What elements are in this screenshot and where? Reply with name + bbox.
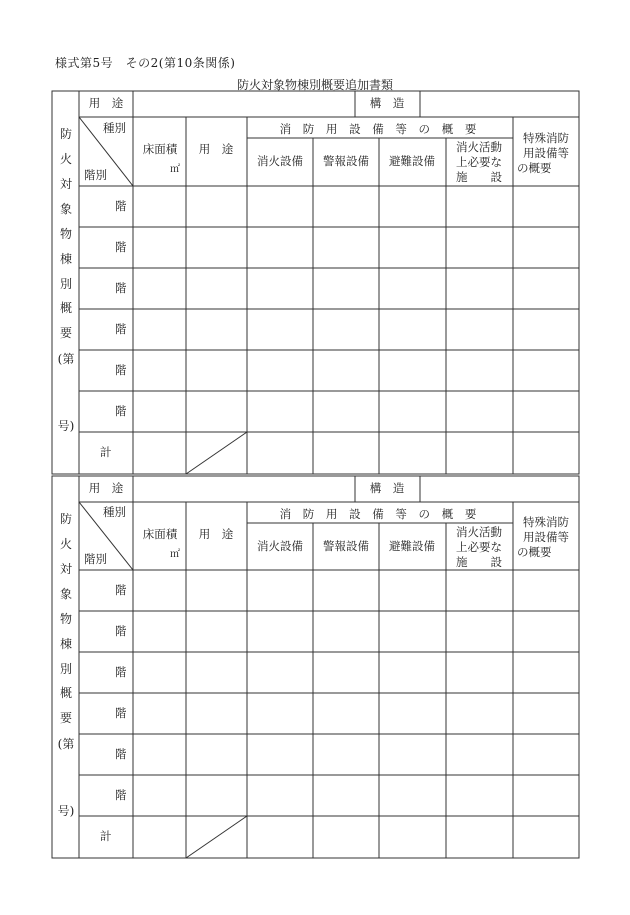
side-label-char: (第 <box>57 737 75 751</box>
floor-label: 階 <box>115 788 127 802</box>
special-label-1: 特殊消防 <box>523 515 569 529</box>
usage-label: 用 途 <box>88 481 124 495</box>
floor-label: 階 <box>115 322 127 336</box>
firefighting-label-2: 上必要な <box>456 155 502 169</box>
floor-area-label: 床面積 <box>142 527 178 541</box>
evacuation-label: 避難設備 <box>389 539 435 553</box>
firefighting-label-2: 上必要な <box>456 540 502 554</box>
use-label: 用 途 <box>198 527 234 541</box>
total-label: 計 <box>100 829 112 843</box>
alarm-label: 警報設備 <box>323 154 369 168</box>
side-label-char: 対 <box>59 562 72 576</box>
floor-label: 階 <box>115 404 127 418</box>
floor-type-label: 階別 <box>84 168 107 182</box>
side-label-char: 棟 <box>59 252 72 266</box>
floor-label: 階 <box>115 363 127 377</box>
usage-label: 用 途 <box>88 96 124 110</box>
floor-area-label: 床面積 <box>142 142 178 156</box>
firefighting-label-3: 施 設 <box>456 170 502 184</box>
firefighting-label-1: 消火活動 <box>456 140 502 154</box>
side-label-char: 防 <box>59 512 72 526</box>
side-label-char: 物 <box>59 612 72 626</box>
side-label-char: 号) <box>57 419 75 433</box>
side-label-char: 火 <box>59 537 72 551</box>
side-label-char: 概 <box>59 301 72 315</box>
side-label-char: 号) <box>57 804 75 818</box>
floor-area-unit: ㎡ <box>170 164 180 175</box>
side-label-char: 物 <box>59 227 72 241</box>
side-label-char: 別 <box>59 277 72 291</box>
equipment-header: 消 防 用 設 備 等 の 概 要 <box>279 122 481 136</box>
floor-label: 階 <box>115 583 127 597</box>
side-label-char: 要 <box>59 326 72 340</box>
side-label-char: 象 <box>59 587 72 601</box>
form-number: 様式第5号 その2(第10条関係) <box>55 56 236 70</box>
extinguishing-label: 消火設備 <box>257 539 303 553</box>
type-label: 種別 <box>103 121 126 135</box>
side-label-char: 要 <box>59 711 72 725</box>
evacuation-label: 避難設備 <box>389 154 435 168</box>
floor-type-label: 階別 <box>84 552 107 566</box>
floor-label: 階 <box>115 747 127 761</box>
side-label-char: 対 <box>59 177 72 191</box>
side-label-char: 火 <box>59 152 72 166</box>
floor-label: 階 <box>115 199 127 213</box>
floor-label: 階 <box>115 624 127 638</box>
structure-label: 構 造 <box>369 96 405 110</box>
side-label-char: 防 <box>59 127 72 141</box>
document-title: 防火対象物棟別概要追加書類 <box>236 78 393 92</box>
special-label-2: 用設備等 <box>523 146 569 160</box>
floor-area-unit: ㎡ <box>170 549 180 560</box>
firefighting-label-1: 消火活動 <box>456 525 502 539</box>
alarm-label: 警報設備 <box>323 539 369 553</box>
floor-label: 階 <box>115 665 127 679</box>
total-label: 計 <box>100 445 112 459</box>
firefighting-label-3: 施 設 <box>456 555 502 569</box>
side-label-char: 概 <box>59 686 72 700</box>
type-label: 種別 <box>103 505 126 519</box>
use-label: 用 途 <box>198 142 234 156</box>
special-label-1: 特殊消防 <box>523 131 569 145</box>
special-label-2: 用設備等 <box>523 530 569 544</box>
floor-label: 階 <box>115 240 127 254</box>
side-label-char: (第 <box>57 352 75 366</box>
floor-label: 階 <box>115 706 127 720</box>
extinguishing-label: 消火設備 <box>257 154 303 168</box>
floor-label: 階 <box>115 281 127 295</box>
side-label-char: 別 <box>59 662 72 676</box>
side-label-char: 棟 <box>59 637 72 651</box>
structure-label: 構 造 <box>369 481 405 495</box>
equipment-header: 消 防 用 設 備 等 の 概 要 <box>279 507 481 521</box>
special-label-3: の概要 <box>517 161 552 175</box>
side-label-char: 象 <box>59 202 72 216</box>
special-label-3: の概要 <box>517 545 552 559</box>
